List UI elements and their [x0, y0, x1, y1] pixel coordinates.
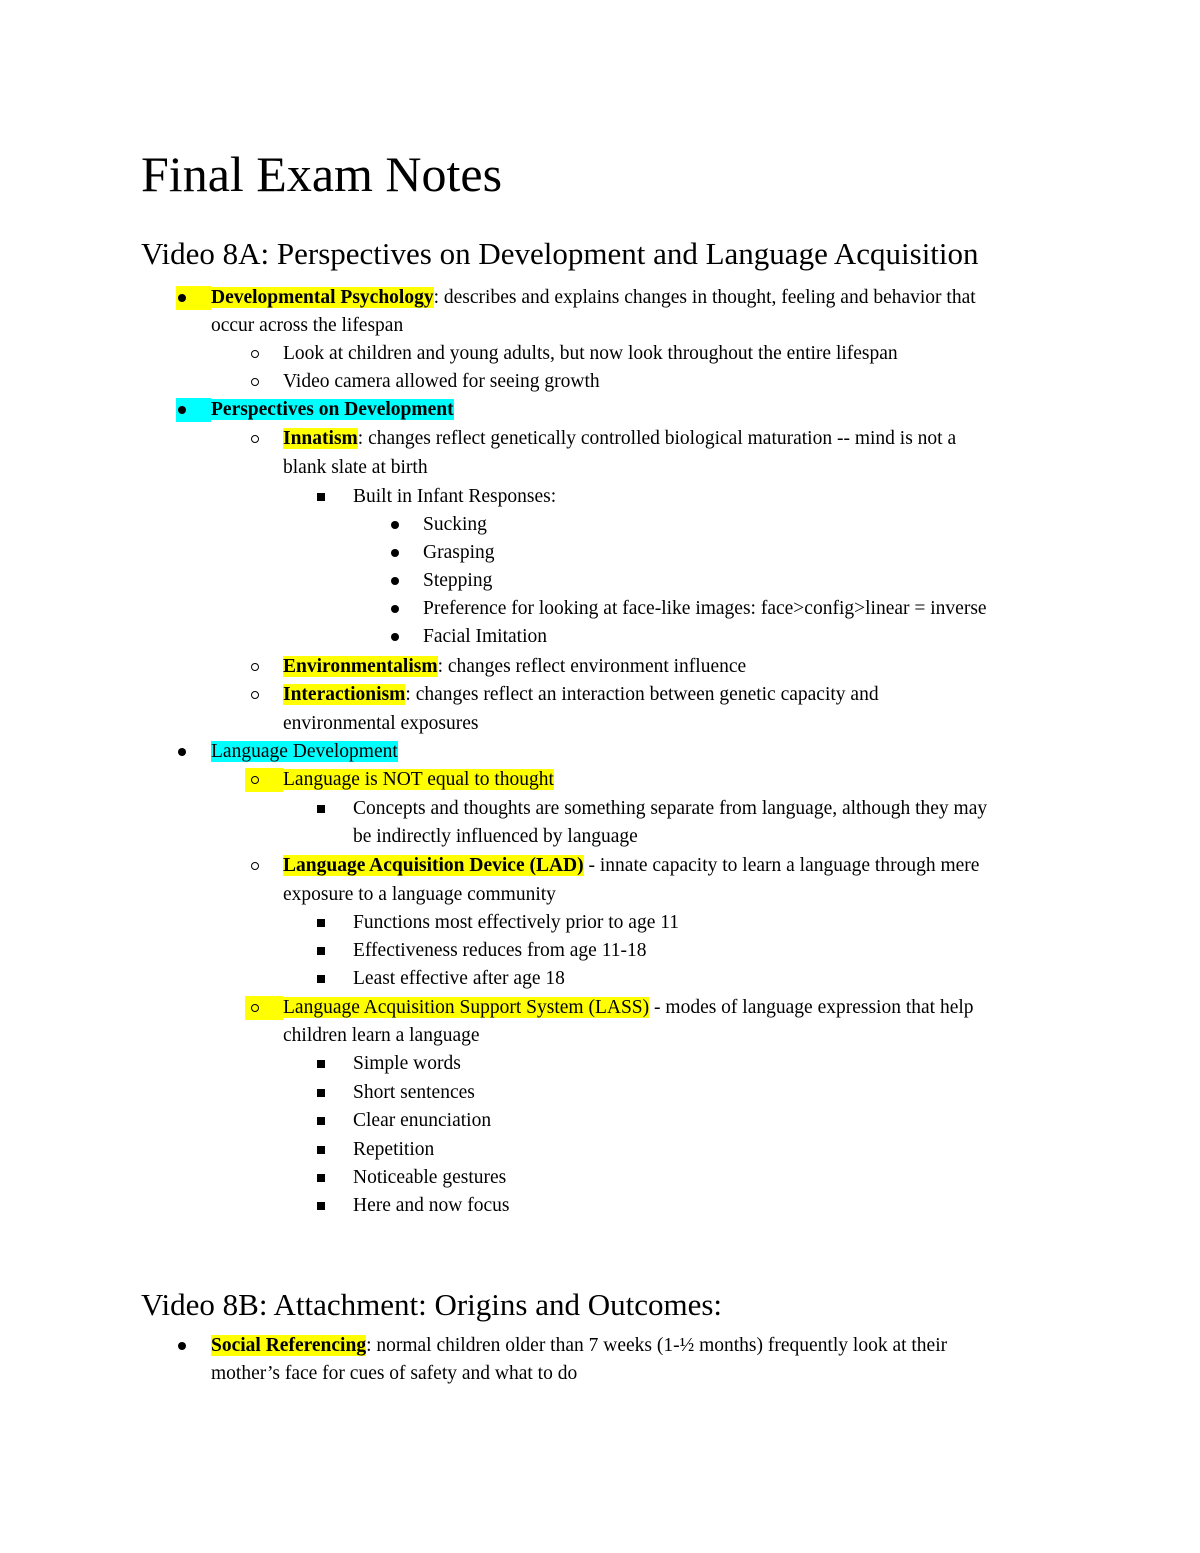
term-interactionism: Interactionism: [283, 684, 406, 705]
circle-bullet-icon: [251, 683, 263, 707]
lass-item: Clear enunciation: [353, 1110, 492, 1131]
square-bullet-icon: [317, 1194, 329, 1218]
list-item-continuation: occur across the lifespan: [211, 315, 404, 336]
term-language-development: Language Development: [211, 741, 398, 762]
sub-item-continuation: children learn a language: [283, 1025, 480, 1046]
square-bullet-icon: [317, 485, 329, 509]
list-item-continuation: mother’s face for cues of safety and what to do: [211, 1363, 578, 1384]
sub-item-innatism: [283, 427, 956, 451]
sub-item-continuation: environmental exposures: [283, 713, 479, 734]
circle-bullet-icon: [251, 768, 263, 792]
sub-item-continuation: blank slate at birth: [283, 457, 428, 478]
square-bullet-icon: [317, 967, 329, 991]
response-item: Stepping: [423, 570, 493, 591]
definition-text: - innate capacity to learn a language through mere: [583, 855, 980, 876]
term-innatism: Innatism: [283, 428, 358, 449]
bullet-icon: [178, 286, 190, 310]
sub-item-not-thought: [283, 768, 554, 792]
definition-text: : changes reflect an interaction between genetic capacity and: [405, 684, 879, 705]
sub-item-lass: [283, 996, 974, 1020]
sub-item-environmentalism: [283, 655, 746, 679]
sub-sub-item-continuation: be indirectly influenced by language: [353, 826, 638, 847]
square-bullet-icon: [317, 1166, 329, 1190]
bullet-icon: [178, 1334, 190, 1358]
page-title: Final Exam Notes: [141, 146, 503, 202]
list-item-dev-psych: [211, 286, 976, 310]
list-item-language: [211, 740, 398, 764]
bullet-icon: [178, 740, 190, 764]
square-bullet-icon: [317, 1109, 329, 1133]
circle-bullet-icon: [251, 342, 263, 366]
square-bullet-icon: [317, 1138, 329, 1162]
sub-item-continuation: exposure to a language community: [283, 884, 556, 905]
definition-text: : changes reflect genetically controlled biological maturation -- mind is not a: [357, 428, 957, 449]
sub-item-interactionism: [283, 683, 879, 707]
term-social-referencing: Social Referencing: [211, 1335, 367, 1356]
definition-text: : describes and explains changes in thought, feeling and behavior that: [433, 287, 976, 308]
response-item: Facial Imitation: [423, 626, 548, 647]
circle-bullet-icon: [251, 655, 263, 679]
lass-item: Repetition: [353, 1139, 435, 1160]
response-item: Sucking: [423, 514, 487, 535]
term-lad: Language Acquisition Device (LAD): [283, 855, 584, 876]
lass-item: Here and now focus: [353, 1195, 510, 1216]
lass-item: Short sentences: [353, 1082, 475, 1103]
square-bullet-icon: [317, 911, 329, 935]
sub-item: Look at children and young adults, but now look throughout the entire lifespan: [283, 343, 898, 364]
list-item-social-referencing: [211, 1334, 947, 1358]
sub-item-lad: [283, 854, 979, 878]
circle-bullet-icon: [251, 427, 263, 451]
lad-item: Least effective after age 18: [353, 968, 565, 989]
sub-item: Video camera allowed for seeing growth: [283, 371, 600, 392]
lad-item: Functions most effectively prior to age 11: [353, 912, 680, 933]
circle-bullet-icon: [251, 370, 263, 394]
definition-text: : changes reflect environment influence: [437, 656, 747, 677]
bullet-icon: [391, 625, 403, 649]
highlight-not-thought: Language is NOT equal to thought: [283, 769, 554, 790]
circle-bullet-icon: [251, 854, 263, 878]
definition-text: : normal children older than 7 weeks (1-½ months) frequently look at their: [366, 1335, 948, 1356]
square-bullet-icon: [317, 797, 329, 821]
term-lass: Language Acquisition Support System (LASS): [283, 997, 650, 1018]
sub-sub-item: Concepts and thoughts are something separate from language, although they may: [353, 798, 988, 819]
term-dev-psych: Developmental Psychology: [211, 287, 434, 308]
lad-item: Effectiveness reduces from age 11-18: [353, 940, 647, 961]
bullet-icon: [391, 513, 403, 537]
bullet-icon: [391, 541, 403, 565]
response-item: Preference for looking at face-like images: face>config>linear = inverse: [423, 598, 987, 619]
list-item-perspectives: [211, 398, 454, 422]
circle-bullet-icon: [251, 996, 263, 1020]
square-bullet-icon: [317, 939, 329, 963]
square-bullet-icon: [317, 1052, 329, 1076]
bullet-icon: [391, 569, 403, 593]
lass-item: Noticeable gestures: [353, 1167, 507, 1188]
definition-text: - modes of language expression that help: [649, 997, 974, 1018]
bullet-icon: [391, 597, 403, 621]
term-perspectives: Perspectives on Development: [211, 399, 454, 420]
section-heading-8b: Video 8B: Attachment: Origins and Outcomes:: [141, 1287, 723, 1322]
lass-item: Simple words: [353, 1053, 461, 1074]
square-bullet-icon: [317, 1081, 329, 1105]
response-item: Grasping: [423, 542, 495, 563]
section-heading-8a: Video 8A: Perspectives on Development and Language Acquisition: [141, 236, 979, 271]
sub-sub-item: Built in Infant Responses:: [353, 486, 557, 507]
bullet-icon: [178, 398, 190, 422]
term-environmentalism: Environmentalism: [283, 656, 438, 677]
